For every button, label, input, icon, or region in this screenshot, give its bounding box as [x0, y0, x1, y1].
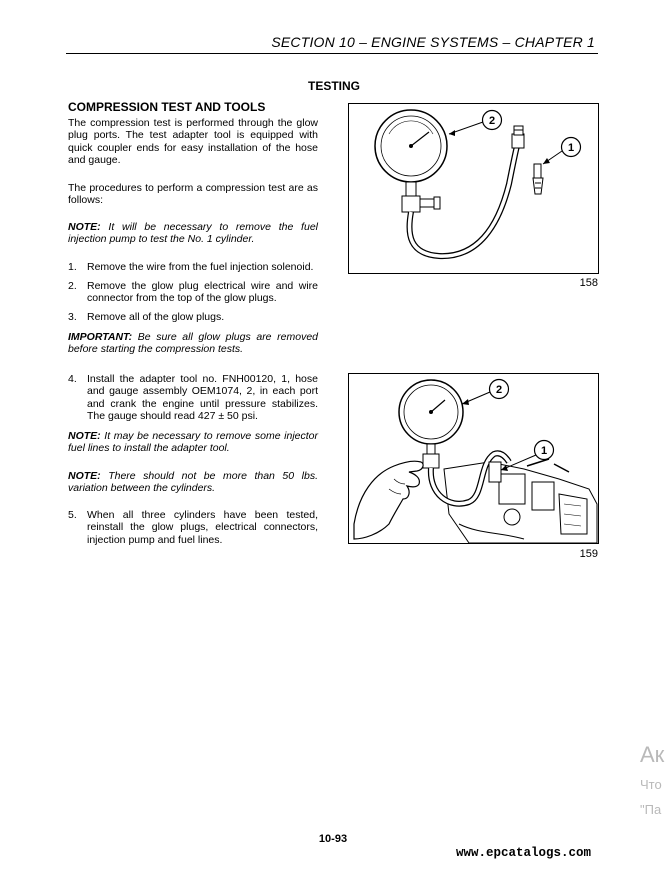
- figure-158-callout-2: 2: [488, 115, 496, 127]
- note-3: [68, 470, 318, 495]
- subheading: COMPRESSION TEST AND TOOLS: [68, 100, 266, 114]
- step-4-number: 4.: [68, 373, 77, 385]
- step-3-number: 3.: [68, 311, 77, 323]
- watermark-line-3: "Па: [640, 802, 662, 817]
- watermark-line-2: Что: [640, 777, 662, 792]
- step-3-text: Remove all of the glow plugs.: [87, 311, 225, 323]
- step-4: [68, 373, 318, 422]
- step-5-text: When all three cylinders have been tested, reinstall the glow plugs, electrical connectors, injection pump and fuel lines.: [87, 509, 318, 546]
- watermark-line-1: Ак: [640, 742, 665, 767]
- figure-158-callout-1: 1: [567, 142, 575, 154]
- important-text: Be sure all glow plugs are removed before starting the compression tests.: [68, 331, 318, 356]
- figure-159-callout-2: 2: [495, 384, 503, 396]
- site-url-link[interactable]: www.epcatalogs.com: [456, 846, 592, 860]
- note-1: [68, 221, 318, 246]
- step-2-text: Remove the glow plug electrical wire and wire connector from the top of the glow plugs.: [87, 280, 318, 305]
- step-2-number: 2.: [68, 280, 77, 292]
- procedures-intro: The procedures to perform a compression test are as follows:: [68, 182, 318, 207]
- step-5-number: 5.: [68, 509, 77, 521]
- note-2-text: It may be necessary to remove some injector fuel lines to install the adapter tool.: [68, 430, 318, 455]
- step-1-number: 1.: [68, 261, 77, 273]
- note-3-text: There should not be more than 50 lbs. variation between the cylinders.: [68, 470, 318, 495]
- step-5: [68, 509, 318, 546]
- note-2-label: NOTE:: [68, 430, 101, 442]
- figure-158-number: 158: [579, 277, 598, 289]
- section-heading: TESTING: [307, 79, 360, 93]
- step-2: [68, 280, 318, 305]
- figure-158-drawing: [349, 104, 598, 273]
- figure-158-compression-gauge-illustration: [348, 103, 599, 274]
- note-2: [68, 430, 318, 455]
- important-note: [68, 331, 318, 356]
- note-3-label: NOTE:: [68, 470, 101, 482]
- note-1-label: NOTE:: [68, 221, 101, 233]
- figure-159-gauge-installed-illustration: [348, 373, 599, 544]
- page-number: 10-93: [318, 833, 348, 845]
- intro-paragraph: The compression test is performed through the glow plug ports. The test adapter tool is equipped with quick coupler ends for easy installation of the hose and gauge.: [68, 117, 318, 166]
- header-rule: [66, 53, 598, 54]
- figure-159-drawing: [349, 374, 598, 543]
- figure-159-number: 159: [579, 548, 598, 560]
- figure-159-callout-1: 1: [540, 445, 548, 457]
- step-4-text: Install the adapter tool no. FNH00120, 1, hose and gauge assembly OEM1074, 2, in each port and crank the engine until pressure stabilizes. The gauge should read 427 ± 50 psi.: [87, 373, 318, 422]
- step-1-text: Remove the wire from the fuel injection solenoid.: [87, 261, 314, 273]
- step-1: [68, 261, 318, 273]
- important-label: IMPORTANT:: [68, 331, 133, 343]
- note-1-text: It will be necessary to remove the fuel injection pump to test the No. 1 cylinder.: [68, 221, 318, 246]
- page-header: SECTION 10 – ENGINE SYSTEMS – CHAPTER 1: [271, 34, 595, 50]
- step-3: [68, 311, 318, 323]
